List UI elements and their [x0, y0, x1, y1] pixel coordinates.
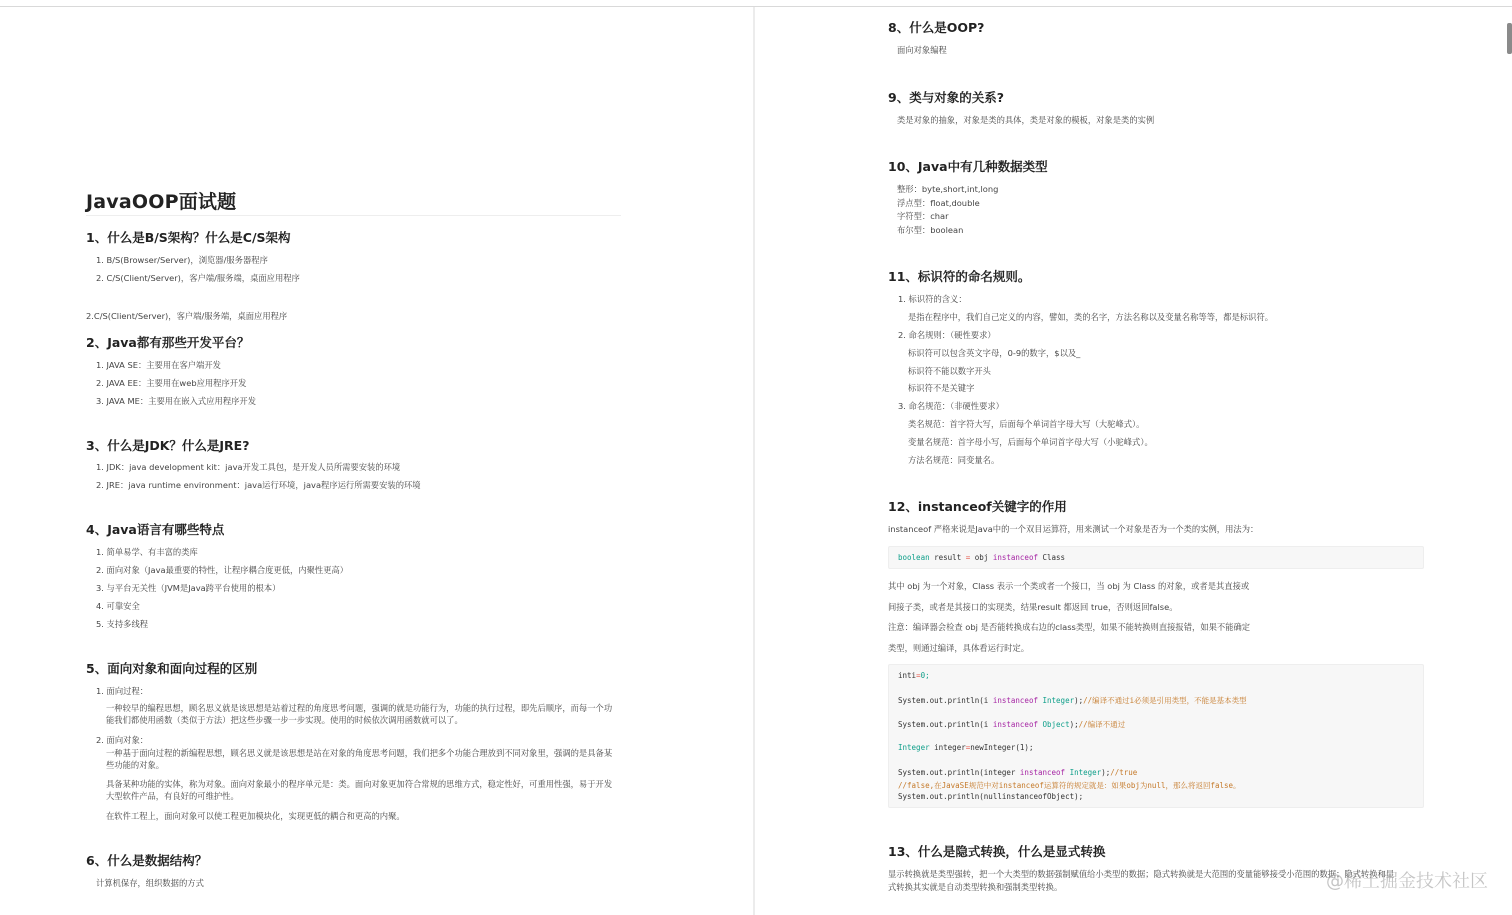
code-token: integer — [929, 743, 966, 752]
title-divider — [86, 215, 621, 216]
section-heading-12: 12、instanceof关键字的作用 — [888, 499, 1067, 514]
top-border — [0, 6, 1512, 7]
list-item: 1. JAVA SE：主要用在客户端开发 — [96, 360, 221, 370]
section-heading-6: 6、什么是数据结构？ — [86, 853, 208, 868]
section-heading-10: 10、Java中有几种数据类型 — [888, 159, 1048, 174]
list-item: 2. 面向对象（Java最重要的特性，让程序耦合度更低，内聚性更高） — [96, 565, 349, 575]
paragraph: 式转换其实就是自动类型转换和强制类型转换。 — [888, 882, 1063, 892]
code-line — [898, 768, 1137, 777]
list-item-label: 2. 命名规则：（硬性要求） — [898, 330, 996, 340]
data-type-line: 字符型：char — [897, 211, 949, 221]
paragraph: 间接子类，或者是其接口的实现类，结果result 都返回 true，否则返回false。 — [888, 602, 1178, 612]
section-heading-4: 4、Java语言有哪些特点 — [86, 522, 225, 537]
paragraph: 类是对象的抽象，对象是类的具体，类是对象的模板，对象是类的实例 — [897, 115, 1155, 125]
list-item-label: 2. 面向对象： — [96, 735, 149, 745]
list-item: 2. C/S(Client/Server)，客户端/服务端，桌面应用程序 — [96, 273, 300, 283]
list-item: 3. JAVA ME：主要用在嵌入式应用程序开发 — [96, 396, 257, 406]
list-item: 5. 支持多线程 — [96, 619, 149, 629]
data-type-line: 布尔型：boolean — [897, 225, 964, 235]
watermark: @稀土掘金技术社区 — [1326, 871, 1488, 892]
paragraph: 变量名规范：首字母小写，后面每个单词首字母大写（小驼峰式）。 — [908, 437, 1153, 447]
section-heading-1: 1、什么是B/S架构？什么是C/S架构 — [86, 230, 291, 245]
section-heading-2: 2、Java都有那些开发平台？ — [86, 335, 250, 350]
code-line — [898, 719, 1125, 730]
code-comment: //true — [1110, 768, 1138, 777]
code-comment: //false,在JavaSE规范中对instanceof运算符的规定就是：如果obj为null，那么将返回false。 — [898, 781, 1241, 790]
code-token: = — [965, 743, 971, 752]
list-item: 1. 简单易学、有丰富的类库 — [96, 547, 198, 557]
data-type-line: 浮点型：float,double — [897, 198, 980, 208]
code-token: inti — [898, 671, 917, 680]
code-line: System.out.println(nullinstanceofObject); — [898, 792, 1084, 801]
paragraph: 标识符不能以数字开头 — [908, 366, 991, 376]
paragraph: 具备某种功能的实体，称为对象。面向对象最小的程序单元是：类。面向对象更加符合常规的思维方式，稳定性好，可重用性强，易于开发大型软件产品，有良好的可维护性。 — [106, 779, 613, 801]
list-item: 2. JRE：java runtime environment：java运行环境，java程序运行所需要安装的环境 — [96, 480, 421, 490]
paragraph: 类名规范：首字符大写，后面每个单词首字母大写（大驼峰式）。 — [908, 419, 1145, 429]
code-token: = — [965, 553, 971, 562]
section-heading-3: 3、什么是JDK？什么是JRE? — [86, 438, 250, 453]
code-token: boolean — [898, 553, 930, 562]
code-token: Object — [1037, 720, 1070, 729]
code-token: 0; — [920, 671, 930, 680]
paragraph: 方法名规范：同变量名。 — [908, 455, 1000, 465]
paragraph: 在软件工程上，面向对象可以使工程更加模块化，实现更低的耦合和更高的内聚。 — [106, 811, 405, 821]
list-item-label: 1. 面向过程： — [96, 686, 149, 696]
section-heading-9: 9、类与对象的关系? — [888, 90, 1004, 105]
code-comment: //编译不通过i必须是引用类型，不能是基本类型 — [1083, 696, 1247, 705]
code-token: Class — [1037, 553, 1066, 562]
paragraph: instanceof 严格来说是Java中的一个双目运算符，用来测试一个对象是否为一个类的实例，用法为： — [888, 524, 1259, 534]
paragraph: 计算机保存，组织数据的方式 — [96, 878, 204, 888]
list-item: 2. JAVA EE：主要用在web应用程序开发 — [96, 378, 247, 388]
paragraph: 一种基于面向过程的新编程思想，顾名思义就是该思想是站在对象的角度思考问题，我们把多个功能合理放到不同对象里，强调的是具备某些功能的对象。 — [106, 748, 613, 770]
data-type-line: 整形：byte,short,int,long — [897, 184, 999, 194]
list-item: 4. 可靠安全 — [96, 601, 140, 611]
paragraph: 显示转换就是类型强转，把一个大类型的数据强制赋值给小类型的数据；隐式转换就是大范围的变量能够接受小范围的数据；隐式转换和显 — [888, 869, 1395, 879]
code-line — [898, 553, 1065, 562]
code-token: obj — [970, 553, 993, 562]
code-line — [898, 743, 1033, 752]
code-token: ); — [1074, 696, 1084, 705]
code-line — [898, 671, 930, 680]
code-token: System.out.println(integer — [898, 768, 1020, 777]
section-heading-5: 5、面向对象和面向过程的区别 — [86, 661, 258, 676]
code-block[interactable] — [888, 546, 1424, 569]
paragraph: 注意：编译器会检查 obj 是否能转换成右边的class类型，如果不能转换则直接报错，如果不能确定 — [888, 622, 1251, 632]
code-block[interactable] — [888, 664, 1424, 808]
list-item: 1. B/S(Browser/Server)，浏览器/服务器程序 — [96, 255, 268, 265]
paragraph: 2.C/S(Client/Server)，客户端/服务端，桌面应用程序 — [86, 311, 288, 321]
code-token: ); — [1101, 768, 1111, 777]
list-item: 1. JDK：java development kit：java开发工具包，是开发人员所需要安装的环境 — [96, 462, 401, 472]
document-title: JavaOOP面试题 — [86, 191, 237, 213]
code-token: instanceof — [1019, 768, 1066, 777]
code-token: Integer — [1037, 696, 1075, 705]
code-token: instanceof — [992, 553, 1038, 562]
section-heading-13: 13、什么是隐式转换，什么是显式转换 — [888, 844, 1106, 859]
list-item-label: 1. 标识符的含义： — [898, 294, 967, 304]
code-token: System.out.println(i — [898, 720, 993, 729]
paragraph: 一种较早的编程思想，顾名思义就是该思想是站着过程的角度思考问题，强调的就是功能行为，功能的执行过程，即先后顺序，而每一个功能我们都使用函数（类似于方法）把这些步骤一步一步实现。使用的时候依次调用函数就可以了。 — [106, 703, 613, 725]
code-token: instanceof — [992, 720, 1038, 729]
code-token: newInteger(1); — [970, 743, 1034, 752]
list-item-label: 3. 命名规范：（非硬性要求） — [898, 401, 1004, 411]
code-comment: //编译不通过 — [1078, 720, 1126, 729]
paragraph: 标识符可以包含英文字母，0-9的数字，$以及_ — [908, 348, 1081, 358]
page-divider — [753, 7, 755, 915]
code-line — [898, 695, 1247, 706]
paragraph: 面向对象编程 — [897, 45, 947, 55]
paragraph: 类型，则通过编译，具体看运行时定。 — [888, 643, 1030, 653]
section-heading-11: 11、标识符的命名规则。 — [888, 269, 1031, 284]
paragraph: 是指在程序中，我们自己定义的内容，譬如，类的名字，方法名称以及变量名称等等，都是标识符。 — [908, 312, 1274, 322]
code-token: Integer — [898, 743, 930, 752]
paragraph: 标识符不是关键字 — [908, 383, 975, 393]
code-token: result — [929, 553, 966, 562]
list-item: 3. 与平台无关性（JVM是Java跨平台使用的根本） — [96, 583, 281, 593]
section-heading-8: 8、什么是OOP? — [888, 20, 985, 35]
code-token: = — [916, 671, 921, 680]
code-token: ); — [1069, 720, 1079, 729]
code-token: Integer — [1065, 768, 1102, 777]
code-token: instanceof — [992, 696, 1038, 705]
paragraph: 其中 obj 为一个对象，Class 表示一个类或者一个接口，当 obj 为 Class 的对象，或者是其直接或 — [888, 581, 1250, 591]
scrollbar[interactable] — [1506, 7, 1512, 915]
scrollbar-thumb[interactable] — [1507, 23, 1512, 54]
code-token: System.out.println(i — [898, 696, 993, 705]
